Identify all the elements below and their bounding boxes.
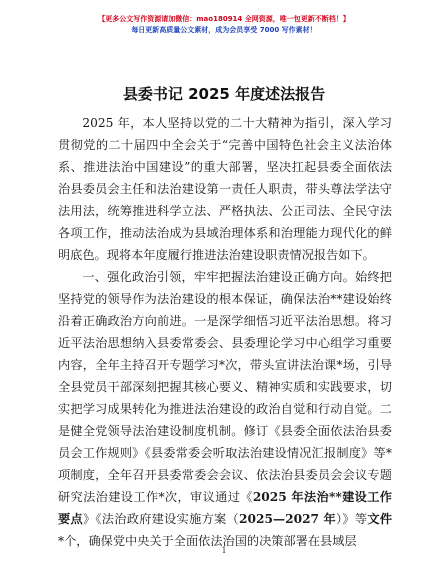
page-number: 1 — [221, 546, 227, 555]
section-one-paragraph — [58, 266, 392, 552]
section-one-text: 一、强化政治引领，牢牢把握法治建设正确方向。始终把坚持党的领导作为法治建设的根本保证，确保法治**建设始终沿着正确政治方向前进。一是深学细悟习近平法治思想。将习近平法治思想纳入县委常委会、县委理论学习中心组学习重要内容，全年主持召开专题学习*次，带头宣讲法治课*场，引导全县党员干部深刻把握其核心要义、精神实质和实践要求，切实把学习成果转化为推进法治建设的政治自觉和行动自觉。二是健全党领导法治建设制度机制。修订《县委全面依法治县委员会工作规则》《县委常委会听取法治建设情况汇报制度》等*项制度，全年召开县委常委会会议、依法治县委员会会议专题研究法治建设工作*次，审议通过《 — [58, 270, 392, 504]
header-banner — [0, 14, 448, 36]
banner-update-line: 每日更新高质量公文素材，成为会员享受 7000 写作素材！ — [131, 26, 317, 34]
intro-paragraph: 2025 年，本人坚持以党的二十大精神为指引，深入学习贯彻党的二十届四中全会关于“完善中国特色社会主义法治体系、推进法治中国建设”的重大部署，坚决扛起县委全面依法治县委员会主任和法治建设第一责任人职责，带头尊法学法守法用法，统筹推进科学立法、严格执法、公正司法、全民守法各项工作，推动法治成为县域治理体系和治理能力现代化的鲜明底色。现将本年度履行推进法治建设职责情况报告如下。 — [58, 116, 392, 262]
work-points-title: 2025 年法治**建设工作要点 — [58, 490, 392, 526]
document-title: 县委书记 2025 年度述法报告 — [122, 85, 326, 103]
section-one-text-mid2: ）》等 — [336, 512, 368, 526]
section-one-text-end: *个，确保党中央关于全面依法治国的决策部署在县域层 — [58, 534, 357, 548]
section-one-text-mid: 》《法治政府建设实施方案（ — [82, 512, 239, 526]
document-word: 文件 — [367, 512, 393, 526]
plan-years: 2025—2027 年 — [239, 512, 337, 526]
document-body — [58, 112, 392, 552]
banner-promo-line: 【更多公文写作资源请加微信：mao180914 全网资源，唯一包更新不断档！】 — [98, 15, 350, 23]
